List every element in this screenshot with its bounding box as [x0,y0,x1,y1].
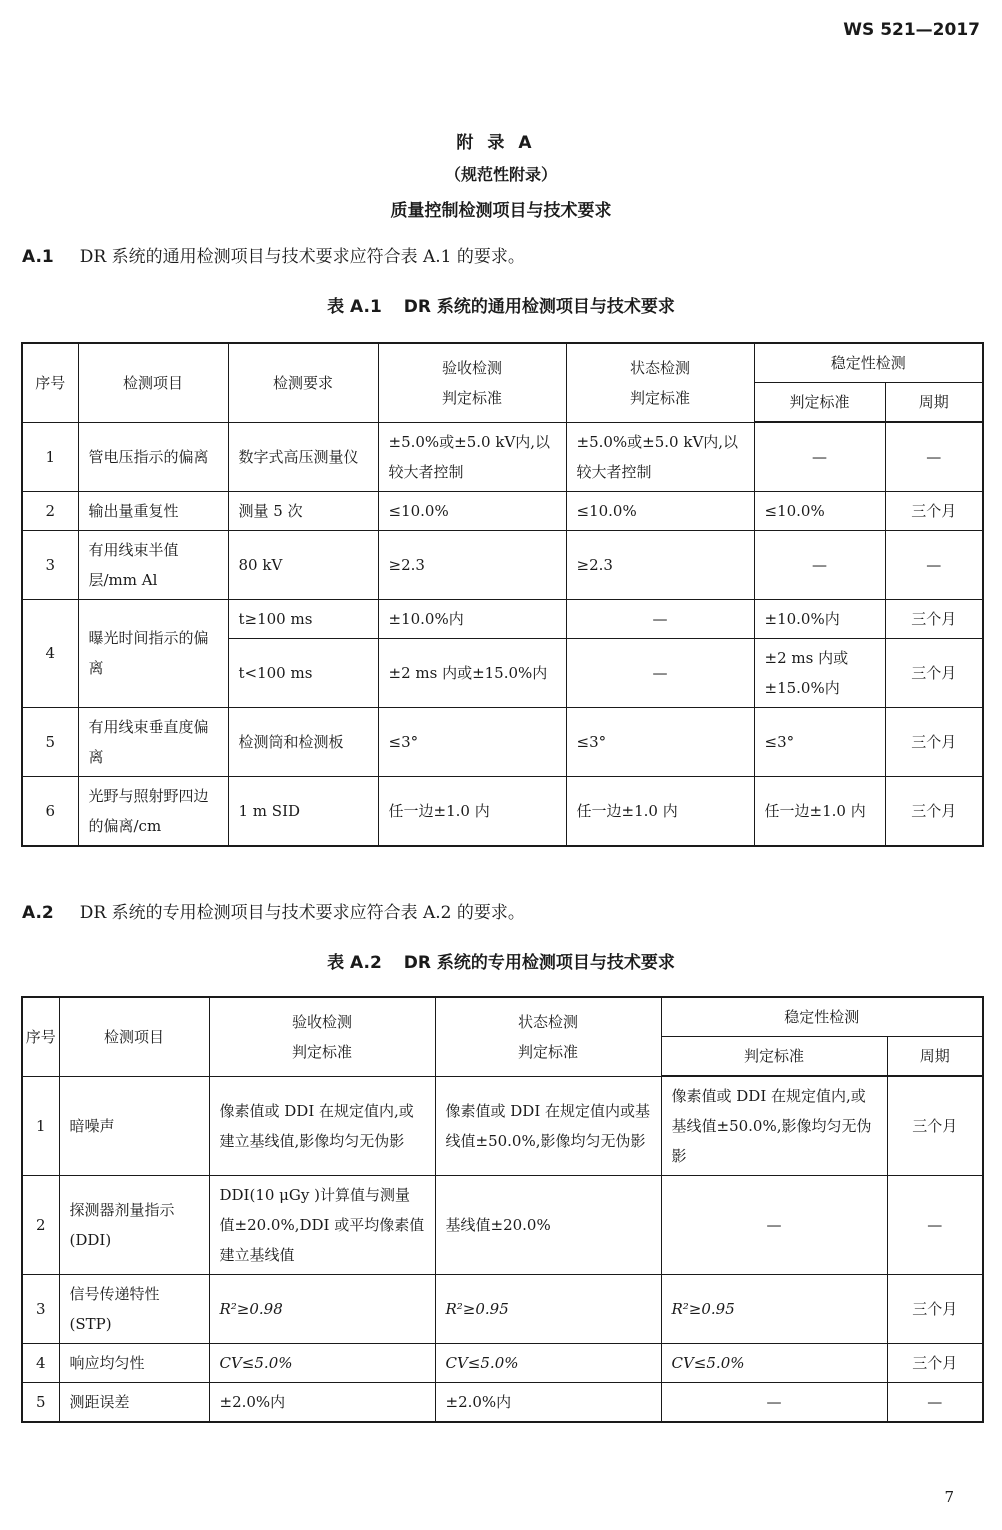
header-status: 状态检测 判定标准 [566,343,754,422]
standard-code: WS 521—2017 [843,20,980,40]
header-acceptance: 验收检测 判定标准 [378,343,566,422]
header-acceptance: 验收检测 判定标准 [209,997,435,1076]
table-a2 [21,996,984,1423]
clause-a2 [22,898,525,923]
header-item: 检测项目 [59,997,209,1076]
table-row: 5 有用线束垂直度偏离 检测筒和检测板 ≤3° ≤3° ≤3° 三个月 [22,707,983,776]
header-status: 状态检测 判定标准 [435,997,661,1076]
clause-number: A.1 [22,247,54,267]
clause-text: DR 系统的通用检测项目与技术要求应符合表 A.1 的要求。 [79,247,525,267]
table-row: 5 测距误差 ±2.0%内 ±2.0%内 — — [22,1383,983,1423]
header-stability-period: 周期 [887,1037,983,1077]
table-a1 [21,342,984,847]
header-stability: 稳定性检测 [661,997,983,1037]
appendix-subtitle: （规范性附录） [444,165,557,184]
header-seq: 序号 [22,997,59,1076]
caption-number: 表 A.2 [327,953,382,973]
header-seq: 序号 [22,343,78,422]
table-a2-caption [0,948,1002,973]
appendix-heading: 质量控制检测项目与技术要求 [390,201,612,221]
table-row: 1 暗噪声 像素值或 DDI 在规定值内,或建立基线值,影像均匀无伪影 像素值或 DDI 在规定值内或基线值±50.0%,影像均匀无伪影 像素值或 DDI 在规定值内,或基线值±50.0%,影像均匀无伪影 三个月 [22,1076,983,1176]
header-stability-criteria: 判定标准 [754,383,885,423]
table-row: 2 探测器剂量指示(DDI) DDI(10 μGy )计算值与测量值±20.0%,DDI 或平均像素值建立基线值 基线值±20.0% — — [22,1176,983,1275]
table-row: 2 输出量重复性 测量 5 次 ≤10.0% ≤10.0% ≤10.0% 三个月 [22,491,983,530]
table-row: 3 有用线束半值层/mm Al 80 kV ≥2.3 ≥2.3 — — [22,530,983,599]
clause-text: DR 系统的专用检测项目与技术要求应符合表 A.2 的要求。 [79,903,525,923]
table-a1-caption [0,292,1002,317]
clause-a1 [22,242,525,267]
table-row: 1 管电压指示的偏离 数字式高压测量仪 ±5.0%或±5.0 kV内,以较大者控制 ±5.0%或±5.0 kV内,以较大者控制 — — [22,422,983,491]
table-row: 4 曝光时间指示的偏离 t≥100 ms ±10.0%内 — ±10.0%内 三个月 [22,599,983,638]
appendix-title: 附录A [456,133,546,153]
header-item: 检测项目 [78,343,228,422]
caption-title: DR 系统的通用检测项目与技术要求 [403,297,675,317]
table-row: 4 响应均匀性 CV≤5.0% CV≤5.0% CV≤5.0% 三个月 [22,1344,983,1383]
header-stability: 稳定性检测 [754,343,983,383]
header-stability-period: 周期 [885,383,983,423]
clause-number: A.2 [22,903,54,923]
table-row: t<100 ms ±2 ms 内或±15.0%内 — ±2 ms 内或±15.0%内 三个月 [22,638,983,707]
caption-number: 表 A.1 [327,297,382,317]
table-row: 3 信号传递特性(STP) R²≥0.98 R²≥0.95 R²≥0.95 三个月 [22,1275,983,1344]
header-requirement: 检测要求 [228,343,378,422]
table-row: 6 光野与照射野四边的偏离/cm 1 m SID 任一边±1.0 内 任一边±1.0 内 任一边±1.0 内 三个月 [22,776,983,846]
header-stability-criteria: 判定标准 [661,1037,887,1077]
caption-title: DR 系统的专用检测项目与技术要求 [403,953,675,973]
page-number: 7 [944,1488,954,1506]
